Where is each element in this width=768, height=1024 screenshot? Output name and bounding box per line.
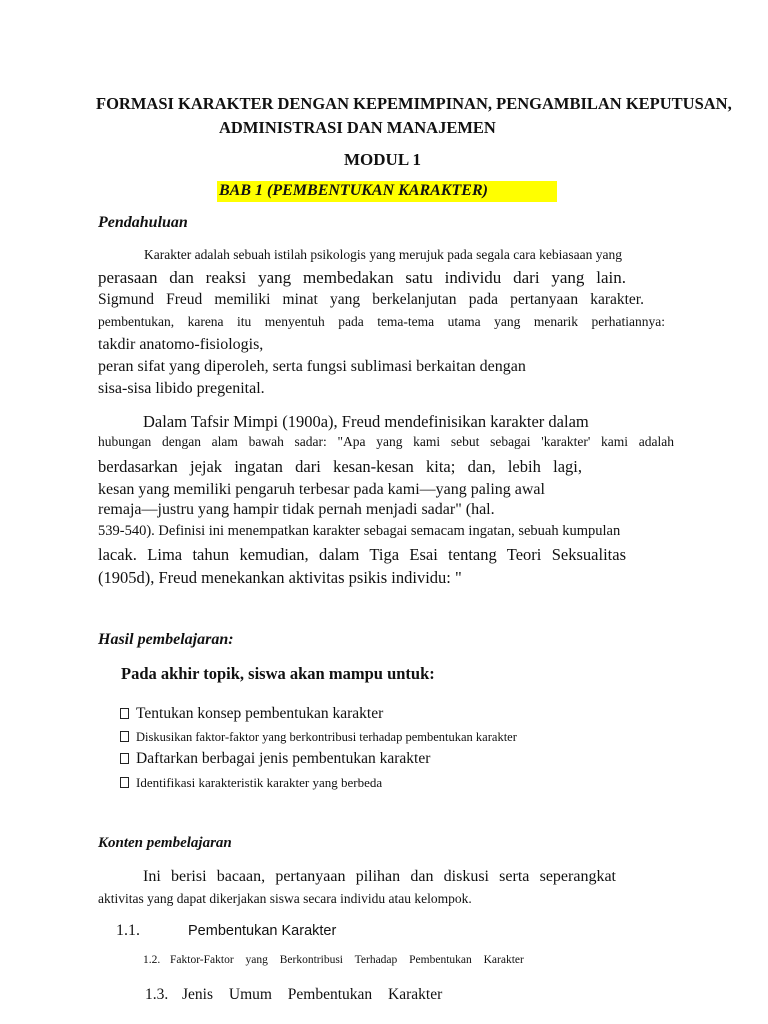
- section-heading-outcomes: Hasil pembelajaran:: [98, 631, 234, 648]
- document-title-line-2: ADMINISTRASI DAN MANAJEMEN: [219, 118, 496, 137]
- intro-p2-line-5: remaja—justru yang hampir tidak pernah menjadi sadar" (hal.: [98, 501, 495, 518]
- section-list-item-1-2: [143, 954, 524, 966]
- outcomes-lead: Pada akhir topik, siswa akan mampu untuk:: [121, 664, 435, 683]
- intro-line-3: Sigmund Freud memiliki minat yang berkelanjutan pada pertanyaan karakter.: [98, 291, 644, 308]
- content-line-1: Ini berisi bacaan, pertanyaan pilihan dan diskusi serta seperangkat: [143, 868, 616, 885]
- chapter-title: BAB 1 (PEMBENTUKAN KARAKTER): [219, 182, 488, 199]
- section-list-item-1-1: [116, 922, 336, 940]
- intro-line-1: Karakter adalah sebuah istilah psikologis yang merujuk pada segala cara kebiasaan yang: [144, 247, 622, 262]
- intro-line-2: perasaan dan reaksi yang membedakan satu individu dari yang lain.: [98, 268, 626, 287]
- outcome-item-label: Diskusikan faktor-faktor yang berkontribusi terhadap pembentukan karakter: [136, 730, 517, 744]
- checkbox-icon: [120, 731, 129, 742]
- checkbox-icon: [120, 777, 129, 788]
- intro-p2-line-4: kesan yang memiliki pengaruh terbesar pada kami—yang paling awal: [98, 481, 545, 498]
- section-label: Jenis Umum Pembentukan Karakter: [182, 986, 443, 1003]
- intro-line-6: peran sifat yang diperoleh, serta fungsi sublimasi berkaitan dengan: [98, 358, 526, 375]
- intro-line-7: sisa-sisa libido pregenital.: [98, 380, 265, 397]
- checkbox-icon: [120, 753, 129, 764]
- section-heading-content: Konten pembelajaran: [98, 835, 232, 851]
- intro-p2-line-6: 539-540). Definisi ini menempatkan karakter sebagai semacam ingatan, sebuah kumpulan: [98, 523, 621, 539]
- intro-p2-line-3: berdasarkan jejak ingatan dari kesan-kesan kita; dan, lebih lagi,: [98, 457, 582, 476]
- outcome-item-label: Identifikasi karakteristik karakter yang berbeda: [136, 775, 383, 790]
- document-title-line-1: FORMASI KARAKTER DENGAN KEPEMIMPINAN, PENGAMBILAN KEPUTUSAN,: [96, 94, 732, 113]
- outcome-item: [120, 775, 382, 791]
- intro-line-5: takdir anatomo-fisiologis,: [98, 336, 264, 353]
- section-number: 1.1.: [116, 922, 140, 939]
- outcome-item-label: Tentukan konsep pembentukan karakter: [136, 705, 384, 722]
- checkbox-icon: [120, 708, 129, 719]
- section-number: 1.2.: [143, 954, 161, 966]
- module-label: MODUL 1: [344, 150, 421, 169]
- section-label: Faktor-Faktor yang Berkontribusi Terhadap Pembentukan Karakter: [170, 954, 524, 966]
- section-list-item-1-3: [145, 986, 442, 1004]
- section-heading-pendahuluan: Pendahuluan: [98, 214, 188, 231]
- outcome-item: [120, 750, 430, 768]
- outcome-item: [120, 730, 517, 745]
- section-number: 1.3.: [145, 986, 169, 1003]
- outcome-item-label: Daftarkan berbagai jenis pembentukan karakter: [136, 750, 431, 767]
- outcome-item: [120, 705, 383, 723]
- intro-line-4: pembentukan, karena itu menyentuh pada tema-tema utama yang menarik perhatiannya:: [98, 314, 665, 329]
- content-line-2: aktivitas yang dapat dikerjakan siswa secara individu atau kelompok.: [98, 891, 472, 906]
- intro-p2-line-1: Dalam Tafsir Mimpi (1900a), Freud mendefinisikan karakter dalam: [143, 412, 589, 431]
- section-label: Pembentukan Karakter: [188, 923, 337, 939]
- intro-p2-line-7: lacak. Lima tahun kemudian, dalam Tiga Esai tentang Teori Seksualitas: [98, 545, 626, 564]
- intro-p2-line-2: hubungan dengan alam bawah sadar: "Apa yang kami sebut sebagai 'karakter' kami adalah: [98, 434, 674, 449]
- intro-p2-line-8: (1905d), Freud menekankan aktivitas psikis individu: ": [98, 568, 462, 587]
